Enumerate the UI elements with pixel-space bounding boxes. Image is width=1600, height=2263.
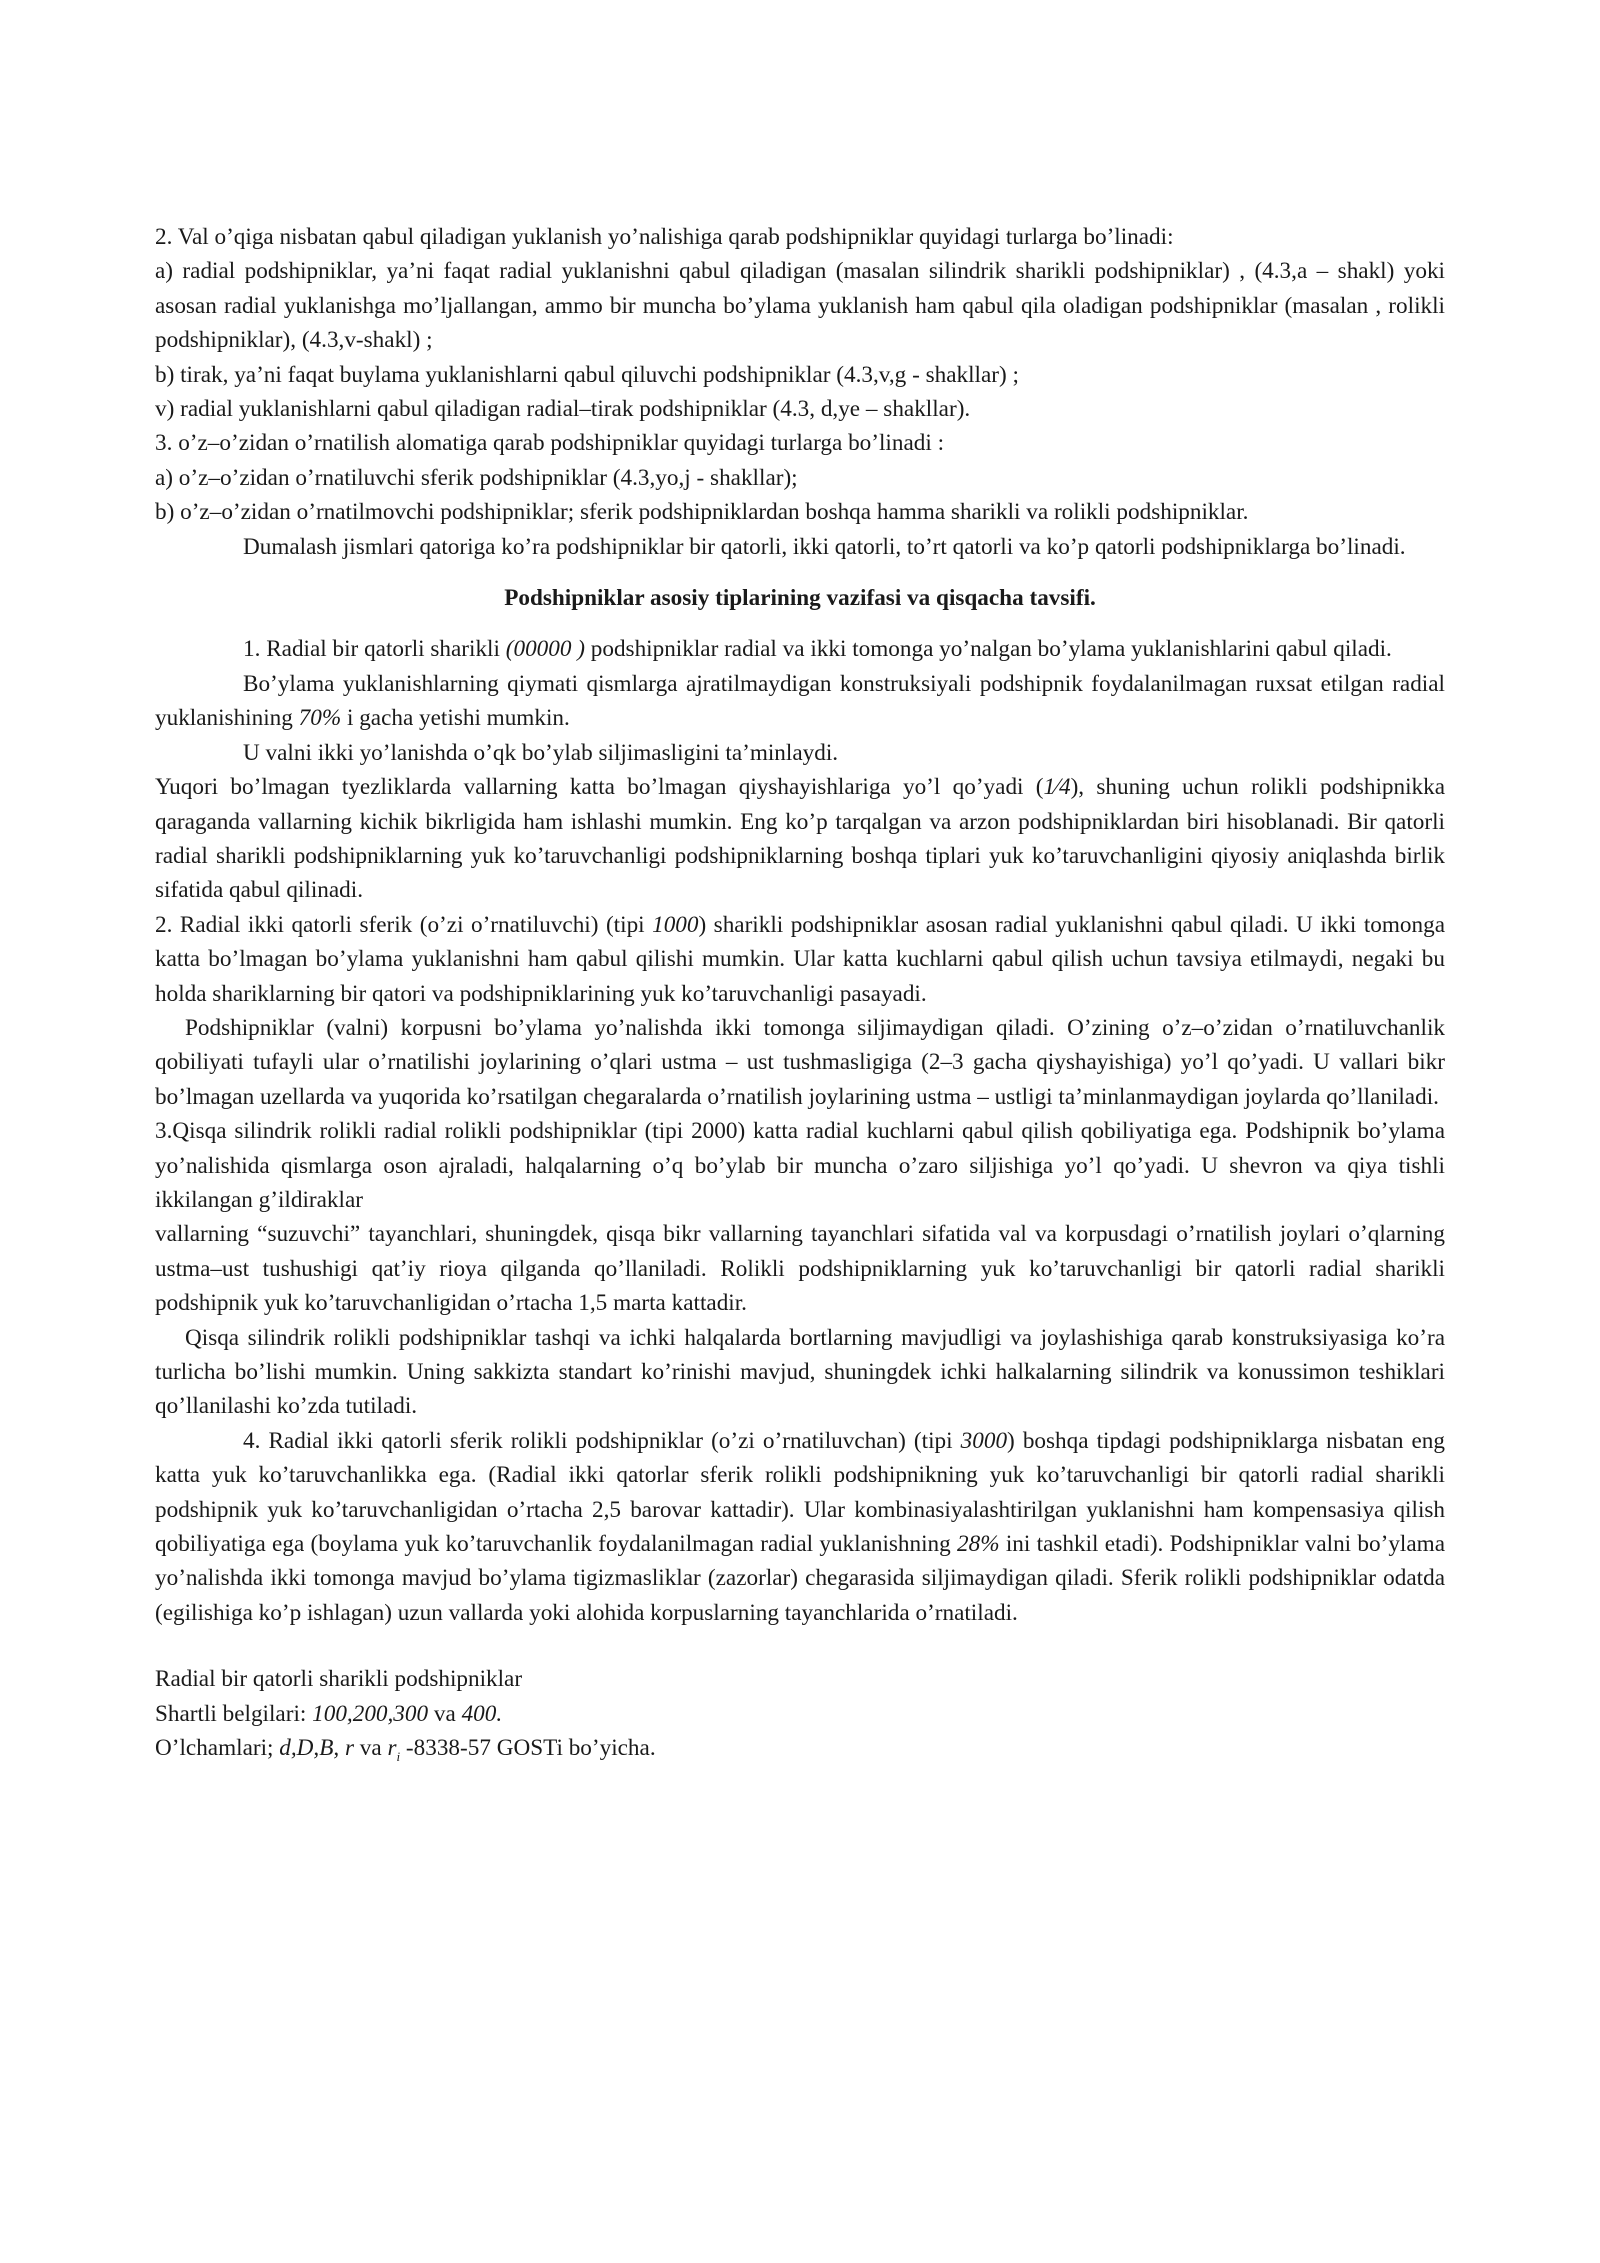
text-run: 2. Radial ikki qatorli sferik (o’zi o’rnatiluvchi) (tipi (155, 911, 653, 938)
paragraph (155, 632, 1445, 666)
text-run: 4. Radial ikki qatorli sferik rolikli podshipniklar (o’zi o’rnatiluvchan) (tipi (243, 1427, 961, 1454)
paragraph: 2. Val o’qiga nisbatan qabul qiladigan yuklanish yo’nalishiga qarab podshipniklar quyidagi turlarga bo’linadi: (155, 224, 1174, 250)
paragraph (155, 667, 1445, 736)
paragraph: 3. o’z–o’zidan o’rnatilish alomatiga qarab podshipniklar quyidagi turlarga bo’linadi : (155, 430, 945, 457)
footer-line: Radial bir qatorli sharikli podshipniklar (155, 1666, 523, 1693)
paragraph: Dumalash jismlari qatoriga ko’ra podshipniklar bir qatorli, ikki qatorli, to’rt qatorli va ko’p qatorli podshipniklarga bo’linadi. (243, 533, 1406, 560)
text-run: ) boshqa tipdagi podshipniklarga nisbatan eng katta yuk ko’taruvchanlikka ega. (Radial ikki qatorlar sferik rolikli podshipnikning yuk ko’taruvchanligi bir qatorli radial sharikli podshipnik yuk ko’taruvchanligidan o’rtacha 2,5 barovar kattadir). Ular kombinasiyalashtirilgan yuklanishni ham kompensasiya qilish qobiliyatiga ega (boylama yuk ko’taruvchanlik foydalanilmagan radial yuklanishning (155, 1427, 1445, 1558)
paragraph: vallarning “suzuvchi” tayanchlari, shuningdek, qisqa bikr vallarning tayanchlari sifatida val va korpusdagi o’rnatilish joylari o’qlarning ustma–ust tushushigi qat’iy rioya qilganda qo’llaniladi. Rolikli podshipniklarning yuk ko’taruvchanligi bir qatorli radial sharikli podshipnik yuk ko’taruvchanligidan o’rtacha 1,5 marta kattadir. (155, 1221, 1445, 1317)
text-run-italic: 3000 (960, 1427, 1008, 1454)
text-run: O’lchamlari; (155, 1735, 280, 1762)
text-run: ini tashkil etadi). Podshipniklar valni bo’ylama yo’nalishda ikki tomonga mavjud bo’ylama tigizmasliklar (zazorlar) chegarasida siljimaydigan qiladi. Sferik rolikli podshipniklar odatda (egilishiga ko’p ishlagan) uzun vallarda yoki alohida korpuslarning tayanchlarida o’rnatiladi. (155, 1531, 1445, 1626)
paragraph (155, 770, 1445, 908)
text-run: Bo’ylama yuklanishlarning qiymati qismlarga ajratilmaydigan konstruksiyali podshipnik foydalanilmagan ruxsat etilgan radial yuklanishining (155, 670, 1445, 732)
text-run: podshipniklar radial va ikki tomonga yo’nalgan bo’ylama yuklanishlarini qabul qiladi. (584, 636, 1392, 663)
text-run: 1. Radial bir qatorli sharikli (243, 636, 506, 663)
footer-line (155, 1731, 1445, 1774)
text-run-italic: 400. (461, 1700, 503, 1727)
footer-line (155, 1697, 1445, 1731)
text-run: ) sharikli podshipniklar asosan radial yuklanishni qabul qiladi. U ikki tomonga katta bo’lmagan bo’ylama yuklanishni ham qabul qilishi mumkin. Ular katta kuchlarni qabul qilish uchun tavsiya etilmaydi, negaki bu holda shariklarning bir qatori va podshipniklarining yuk ko’taruvchanligi pasayadi. (155, 911, 1445, 1007)
subscript: i (396, 1749, 401, 1765)
text-run: Yuqori bo’lmagan tyezliklarda vallarning katta bo’lmagan qiyshayishlariga yo’l qo’yadi ( (155, 774, 1044, 801)
paragraph: a) o’z–o’zidan o’rnatiluvchi sferik podshipniklar (4.3,yo,j - shakllar); (155, 464, 798, 491)
text-run: Shartli belgilari: (155, 1700, 313, 1727)
text-run: i gacha yetishi mumkin. (341, 705, 570, 732)
paragraph: v) radial yuklanishlarni qabul qiladigan radial–tirak podshipniklar (4.3, d,ye – shakllar). (155, 396, 971, 423)
paragraph: Qisqa silindrik rolikli podshipniklar tashqi va ichki halqalarda bortlarning mavjudligi va joylashishiga qarab konstruksiyasiga ko’ra turlicha bo’lishi mumkin. Uning sakkizta standart ko’rinishi mavjud, shuningdek ichki halkalarning silindrik va konussimon teshiklari qo’llanilashi ko’zda tutiladi. (155, 1324, 1445, 1420)
text-run-italic: 70% (298, 705, 342, 732)
paragraph (155, 908, 1445, 1011)
text-run-italic: 1⁄4 (1043, 774, 1071, 801)
text-run-italic: 1000 (652, 911, 699, 938)
section-heading: Podshipniklar asosiy tiplarining vazifasi va qisqacha tavsifi. (504, 585, 1096, 612)
paragraph (155, 1424, 1445, 1630)
text-run: -8338-57 GOSTi bo’yicha. (400, 1735, 656, 1762)
paragraph: U valni ikki yo’lanishda o’qk bo’ylab siljimasligini ta’minlaydi. (243, 739, 839, 766)
text-run: va (353, 1735, 388, 1762)
text-run-italic: 28% (957, 1531, 1000, 1558)
text-run-italic: r (387, 1735, 397, 1762)
text-run-italic: d,D,B, r (279, 1735, 354, 1762)
text-run-italic: 100,200,300 (312, 1700, 429, 1727)
paragraph: Podshipniklar (valni) korpusni bo’ylama yo’nalishda ikki tomonga siljimaydigan qiladi. O’zining o’z–o’zidan o’rnatiluvchanlik qobiliyati tufayli ular o’rnatilishi joylarining o’qlari ustma – ust tushmasligiga (2–3 gacha qiyshayishiga) yo’l qo’yadi. U vallari bikr bo’lmagan uzellarda va yuqorida ko’rsatilgan chegaralarda o’rnatilish joylarining ustma – ustligi ta’minlanmaydigan joylarda qo’llaniladi. (155, 1014, 1445, 1110)
paragraph: a) radial podshipniklar, ya’ni faqat radial yuklanishni qabul qiladigan (masalan silindrik sharikli podshipniklar) , (4.3,a – shakl) yoki asosan radial yuklanishga mo’ljallangan, ammo bir muncha bo’ylama yuklanish ham qabul qila oladigan podshipniklar (masalan , rolikli podshipniklar), (4.3,v-shakl) ; (155, 258, 1445, 354)
spacer (155, 1630, 1445, 1662)
paragraph: b) o’z–o’zidan o’rnatilmovchi podshipniklar; sferik podshipniklardan boshqa hamma sharikli va rolikli podshipniklar. (155, 499, 1249, 526)
text-run: ), shuning uchun rolikli podshipnikka qaraganda vallarning kichik bikrligida ham ishlashi mumkin. Eng ko’p tarqalgan va arzon podshipniklardan biri hisoblanadi. Bir qatorli radial sharikli podshipniklarning yuk ko’taruvchanligi podshipniklarning boshqa tiplari yuk ko’taruvchanligini qiyosiy aniqlashda birlik sifatida qabul qilinadi. (155, 774, 1445, 904)
text-run-italic: (00000 ) (505, 636, 585, 663)
paragraph: b) tirak, ya’ni faqat buylama yuklanishlarni qabul qiluvchi podshipniklar (4.3,v,g - shakllar) ; (155, 361, 1019, 388)
text-run: va (428, 1700, 462, 1727)
paragraph: 3.Qisqa silindrik rolikli radial rolikli podshipniklar (tipi 2000) katta radial kuchlarni qabul qilish qobiliyatiga ega. Podshipnik bo’ylama yo’nalishida qismlarga oson ajraladi, halqalarning o’q bo’ylab bir muncha o’zaro siljishiga yo’l qo’yadi. U shevron va qiya tishli ikkilangan g’ildiraklar (155, 1118, 1445, 1213)
document-page (155, 220, 1445, 1774)
